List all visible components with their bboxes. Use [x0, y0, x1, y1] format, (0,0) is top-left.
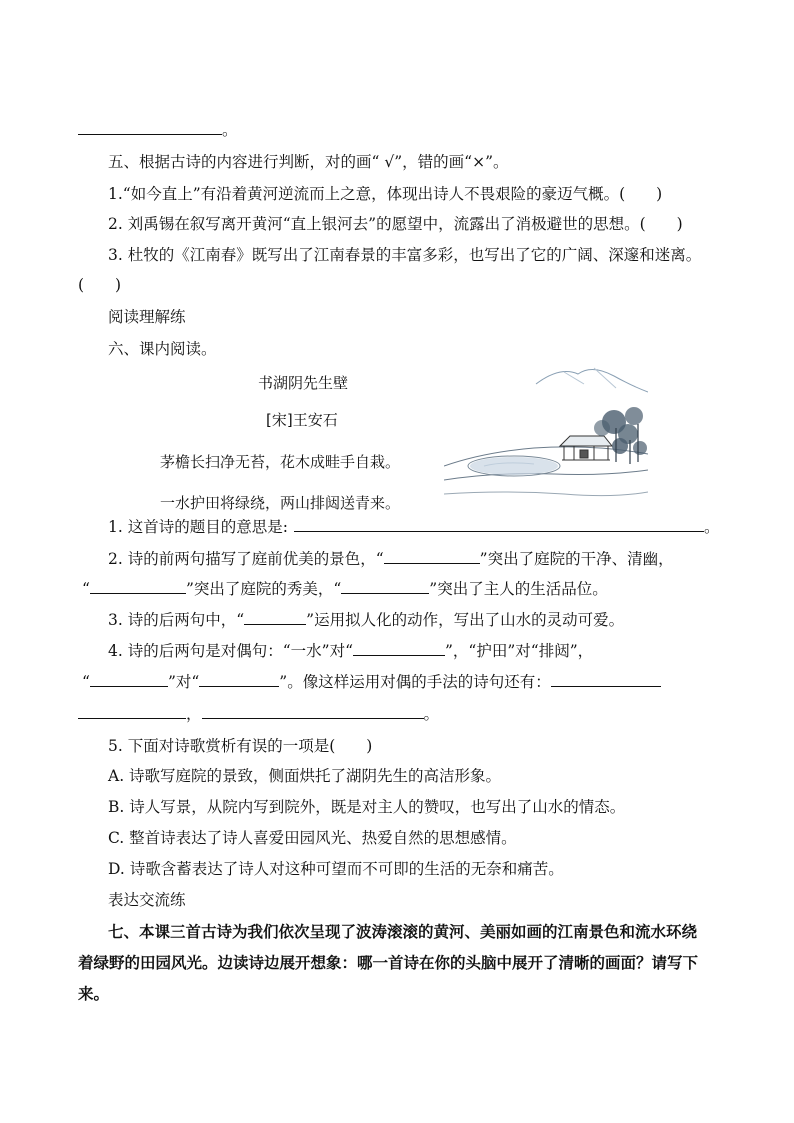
question-4-line-1: 4. 诗的后两句是对偶句：“一水”对“ ”，“护田”对“排闼”，	[108, 642, 594, 660]
question-2-line-1: 2. 诗的前两句描写了庭前优美的景色，“ ”突出了庭院的干净、清幽，	[108, 550, 674, 568]
section7-line-1: 七、本课三首古诗为我们依次呈现了波涛滚滚的黄河、美丽如画的江南景色和流水环绕	[108, 922, 698, 941]
section5-item-1: 1.“如今直上”有沿着黄河逆流而上之意，体现出诗人不畏艰险的豪迈气概。( )	[108, 185, 663, 203]
section6-heading: 六、课内阅读。	[108, 340, 217, 358]
reading-label: 阅读理解练	[108, 308, 186, 326]
section7-line-2: 着绿野的田园风光。边读诗边展开想象：哪一首诗在你的头脑中展开了清晰的画面？请写下	[78, 953, 699, 972]
poem-title: 书湖阴先生壁	[258, 374, 349, 392]
section5-item-3-bracket: ( )	[78, 276, 122, 294]
question-2-line-2: “ ”突出了庭院的秀美，“ ”突出了主人的生活品位。	[82, 580, 608, 598]
q4-blank-5[interactable]	[78, 704, 186, 719]
section5-heading: 五、根据古诗的内容进行判断，对的画“ √”，错的画“×”。	[108, 153, 509, 171]
q2-blank-3[interactable]	[341, 579, 429, 594]
question-5-option-b[interactable]: B. 诗人写景，从院内写到院外，既是对主人的赞叹，也写出了山水的情态。	[108, 798, 626, 816]
question-3: 3. 诗的后两句中，“ ”运用拟人化的动作，写出了山水的灵动可爱。	[108, 611, 625, 629]
q4-blank-3[interactable]	[199, 672, 279, 687]
q2-blank-1[interactable]	[384, 549, 480, 564]
q2-blank-2[interactable]	[90, 579, 186, 594]
landscape-illustration	[444, 362, 648, 504]
section5-item-3: 3. 杜牧的《江南春》既写出了江南春景的丰富多彩，也写出了它的广阔、深邃和迷离。	[108, 246, 702, 264]
q1-answer-blank[interactable]	[294, 517, 704, 532]
q4-blank-1[interactable]	[353, 641, 445, 656]
q4-blank-2[interactable]	[90, 672, 168, 687]
question-5-option-a[interactable]: A. 诗歌写庭院的景致，侧面烘托了湖阴先生的高洁形象。	[108, 767, 502, 785]
question-5-stem: 5. 下面对诗歌赏析有误的一项是( )	[108, 737, 373, 755]
section7-line-3: 来。	[78, 984, 110, 1003]
poem-author: [宋]王安石	[266, 411, 338, 429]
question-4-line-2: “ ”对“ ”。像这样运用对偶的手法的诗句还有：	[82, 672, 661, 692]
express-label: 表达交流练	[108, 891, 186, 909]
q4-blank-6[interactable]	[202, 704, 424, 719]
q4-blank-4[interactable]	[551, 672, 661, 687]
answer-line-top: 。	[78, 120, 238, 140]
question-4-line-3: ， 。	[78, 704, 439, 724]
answer-blank[interactable]	[78, 120, 222, 135]
question-5-option-d[interactable]: D. 诗歌含蓄表达了诗人对这种可望而不可即的生活的无奈和痛苦。	[108, 860, 564, 878]
question-1: 1. 这首诗的题目的意思是: 。	[108, 518, 720, 536]
poem-line-1: 茅檐长扫净无苔，花木成畦手自栽。	[160, 453, 401, 471]
question-5-option-c[interactable]: C. 整首诗表达了诗人喜爱田园风光、热爱自然的思想感情。	[108, 829, 517, 847]
q3-blank[interactable]	[244, 610, 306, 625]
section5-item-2: 2. 刘禹锡在叙写离开黄河“直上银河去”的愿望中，流露出了消极避世的思想。( )	[108, 215, 683, 233]
poem-line-2: 一水护田将绿绕，两山排闼送青来。	[160, 494, 401, 512]
